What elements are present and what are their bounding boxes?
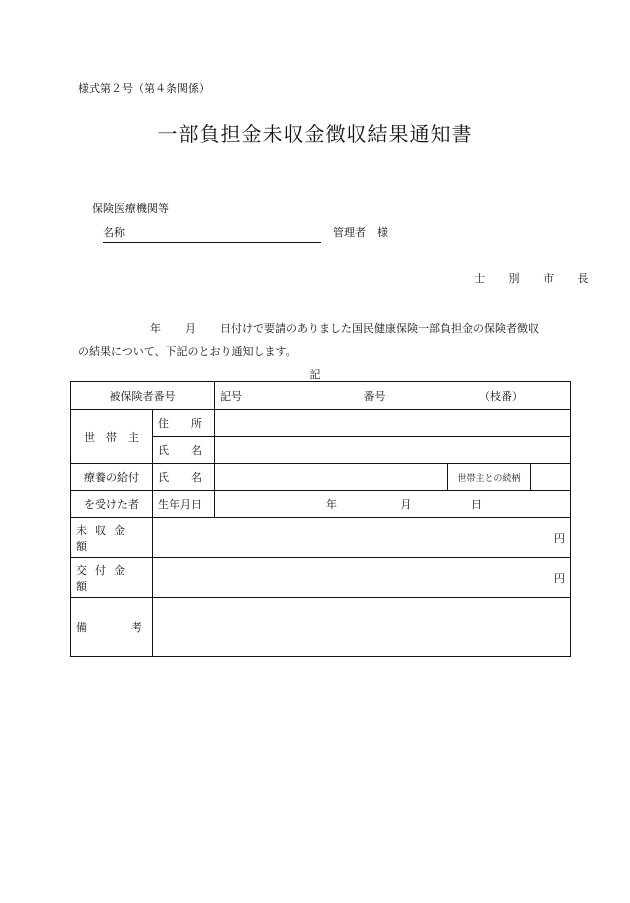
body-year: 年 [150, 322, 161, 335]
name-field-label: 名称 [103, 224, 321, 243]
body-line-2: の結果について、下記のとおり通知します。 [78, 345, 297, 358]
delivered-label: 交付金額 [71, 558, 153, 598]
relation-label: 世帯主との続柄 [448, 464, 531, 491]
recipient-label-1: 療養の給付 [71, 464, 153, 491]
result-table [70, 381, 571, 657]
uncollected-row [71, 518, 571, 558]
dob-day: 日 [471, 498, 482, 511]
document-title: 一部負担金未収金徴収結果通知書 [157, 122, 473, 146]
insured-number-cell[interactable] [215, 382, 571, 410]
dob-month: 月 [400, 498, 412, 511]
uncollected-value-cell[interactable] [153, 518, 571, 558]
address-label: 住 所 [153, 410, 215, 437]
uncollected-yen: 円 [554, 531, 566, 545]
body-line-1-rest: 日付けで要請のありました国民健康保険一部負担金の保険者徴収 [220, 322, 539, 335]
remarks-row [71, 598, 571, 657]
insured-number-row [71, 382, 571, 410]
symbol-label: 記号 [220, 389, 242, 403]
ki-mark: 記 [309, 368, 321, 381]
branch-label: （枝番） [479, 389, 523, 403]
remarks-label: 備 考 [71, 598, 153, 657]
body-line-1 [150, 320, 539, 336]
householder-name-label: 氏 名 [153, 437, 215, 464]
number-label: 番号 [363, 389, 386, 403]
uncollected-label: 未収金額 [71, 518, 153, 558]
relation-value-cell[interactable] [531, 464, 571, 491]
form-code: 様式第２号（第４条関係） [78, 82, 210, 95]
manager-label: 管理者 様 [333, 226, 388, 239]
recipient-name-label: 氏 名 [153, 464, 215, 491]
recipient-name-value-cell[interactable] [215, 464, 448, 491]
dob-value-cell[interactable] [215, 491, 571, 518]
dob-year: 年 [326, 498, 337, 511]
householder-label: 世 帯 主 [71, 410, 153, 464]
address-value-cell[interactable] [215, 410, 571, 437]
institution-label: 保険医療機関等 [92, 202, 169, 215]
recipient-label-2: を受けた者 [71, 491, 153, 518]
dob-label: 生年月日 [153, 491, 215, 518]
issuer-mayor: 士 別 市 長 [474, 272, 599, 285]
delivered-value-cell[interactable] [153, 558, 571, 598]
householder-address-row [71, 410, 571, 437]
recipient-dob-row [71, 491, 571, 518]
remarks-value-cell[interactable] [153, 598, 571, 657]
delivered-row [71, 558, 571, 598]
body-month: 月 [185, 322, 196, 335]
delivered-yen: 円 [554, 571, 566, 585]
householder-name-value-cell[interactable] [215, 437, 571, 464]
recipient-name-row [71, 464, 571, 491]
insured-number-label: 被保険者番号 [71, 382, 215, 410]
name-row [103, 224, 388, 243]
